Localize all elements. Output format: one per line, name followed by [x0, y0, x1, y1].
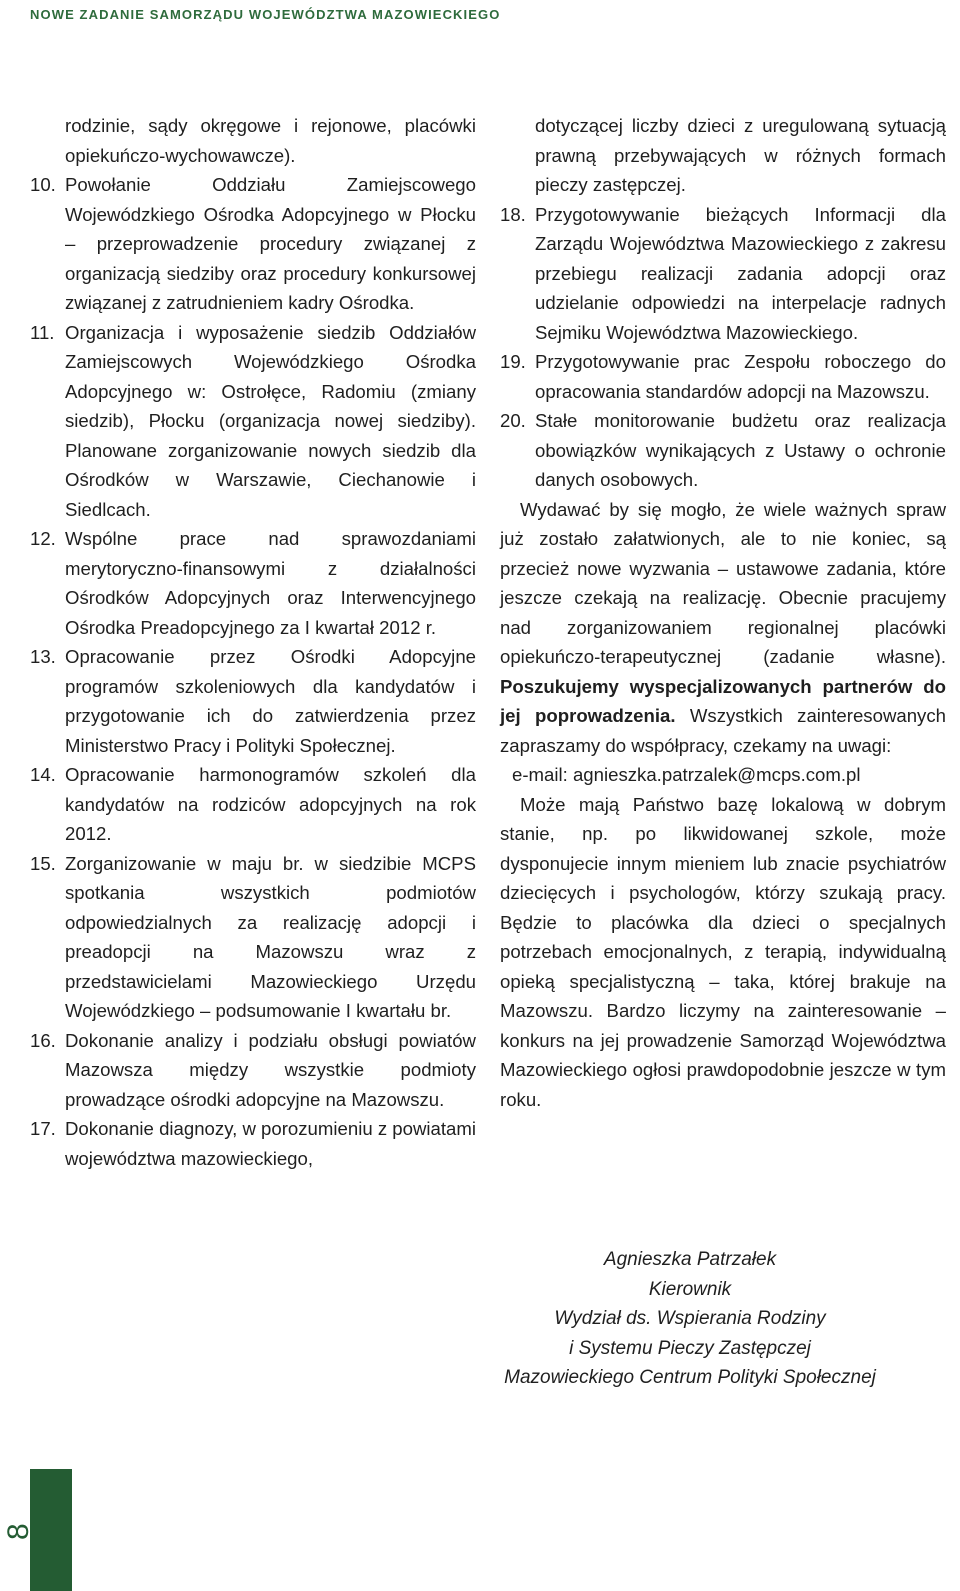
item-text: Dokonanie analizy i podziału obsługi powiatów Mazowsza między wszystkie podmioty prowadzące ośrodki adopcyjne na Mazowszu. [65, 1029, 476, 1110]
contact-email[interactable]: e-mail: agnieszka.patrzalek@mcps.com.pl [512, 764, 861, 785]
list-item [30, 1114, 476, 1173]
body-paragraph: Może mają Państwo bazę lokalową w dobrym stanie, np. po likwidowanej szkole, może dysponujecie innym mieniem lub znacie psychiatrów dziecięcych i psychologów, którzy szukają pracy. Będzie to placówka dla dzieci o specjalnych potrzebach emocjonalnych, z terapią, indywidualną opieką specjalistyczną – taka, której brakuje na Mazowszu. Bardzo liczymy na zainteresowanie – konkurs na jej prowadzenie Samorząd Województwa Mazowieckiego ogłosi prawdopodobnie jeszcze w tym roku. [500, 793, 946, 1110]
signature-name: Agnieszka Patrzałek [603, 1249, 777, 1270]
list-item [30, 1026, 476, 1115]
list-item [30, 524, 476, 642]
item-text: Dokonanie diagnozy, w porozumieniu z powiatami województwa mazowieckiego, [65, 1118, 477, 1169]
item-text: Wspólne prace nad sprawozdaniami merytoryczno-finansowymi z działalności Ośrodków Adopcyjnych oraz Interwencyjnego Ośrodka Preadopcyjnego za I kwartał 2012 r. [65, 528, 476, 638]
item-text: Przygotowywanie bieżących Informacji dla Zarządu Województwa Mazowieckiego z zakresu przebiegu realizacji zadania adopcji oraz udzielanie odpowiedzi na interpelacje radnych Sejmiku Województwa Mazowieckiego. [535, 203, 946, 343]
list-item [500, 200, 946, 348]
signature-department: i Systemu Pieczy Zastępczej [569, 1337, 811, 1359]
item-number: 12. [30, 528, 56, 549]
page-number-bar [30, 1469, 72, 1591]
item-text: Organizacja i wyposażenie siedzib Oddziałów Zamiejscowych Wojewódzkiego Ośrodka Adopcyjnego w: Ostrołęce, Radomiu (zmiany siedzib), Płocku (organizacja nowej siedziby). Planowane zorganizowanie nowych siedzib dla Ośrodków w Warszawie, Ciechanowie i Siedlcach. [65, 321, 476, 520]
signature-organization: Mazowieckiego Centrum Polityki Społecznej [504, 1367, 876, 1388]
running-header: NOWE ZADANIE SAMORZĄDU WOJEWÓDZTWA MAZOWIECKIEGO [30, 7, 501, 22]
list-item [500, 406, 946, 495]
left-list [30, 111, 476, 1173]
item-text: Zorganizowanie w maju br. w siedzibie MCPS spotkania wszystkich podmiotów odpowiedzialnych za realizację adopcji i preadopcji na Mazowszu wraz z przedstawicielami Mazowieckiego Urzędu Wojewódzkiego – podsumowanie I kwartału br. [65, 852, 476, 1021]
right-list [500, 111, 946, 495]
item-number: 17. [30, 1118, 56, 1139]
right-column [500, 111, 946, 1114]
body-paragraph [500, 495, 946, 761]
item-text: Przygotowywanie prac Zespołu roboczego do opracowania standardów adopcji na Mazowszu. [535, 351, 946, 402]
left-column [30, 111, 476, 1173]
item-number: 11. [30, 321, 55, 343]
item-text: Opracowanie przez Ośrodki Adopcyjne programów szkoleniowych dla kandydatów i przygotowanie ich do zatwierdzenia przez Ministerstwo Pracy i Polityki Społecznej. [65, 646, 476, 756]
list-continuation: dotyczącej liczby dzieci z uregulowaną sytuacją prawną przebywających w różnych formach pieczy zastępczej. [535, 115, 946, 195]
list-item [30, 318, 476, 525]
item-number: 14. [30, 764, 56, 785]
item-text: Powołanie Oddziału Zamiejscowego Wojewódzkiego Ośrodka Adopcyjnego w Płocku – przeprowadzenie procedury związanej z organizacją siedziby oraz procedury konkursowej związanej z zatrudnieniem kadry Ośrodka. [65, 174, 476, 313]
list-item [30, 170, 476, 318]
paragraph-text: Wydawać by się mogło, że wiele ważnych spraw już zostało załatwionych, ale to nie koniec, są przecież nowe wyzwania – ustawowe zadania, które jeszcze czekają na realizację. Obecnie pracujemy nad zorganizowaniem regionalnej placówki opiekuńczo-terapeutycznej (zadanie własne). [500, 498, 946, 667]
item-number: 13. [30, 646, 56, 667]
bold-highlight: Poszukujemy wyspecjalizowanych partnerów do jej poprowadzenia. [500, 675, 946, 726]
item-number: 10. [30, 174, 56, 195]
list-item [30, 760, 476, 849]
list-continuation: rodzinie, sądy okręgowe i rejonowe, placówki opiekuńczo-wychowawcze). [65, 115, 476, 166]
signature-department: Wydział ds. Wspierania Rodziny [554, 1308, 826, 1329]
item-text: Stałe monitorowanie budżetu oraz realizacja obowiązków wynikających z Ustawy o ochronie danych osobowych. [535, 410, 946, 490]
item-number: 18. [500, 203, 526, 225]
item-number: 16. [30, 1029, 56, 1051]
list-item [30, 849, 476, 1026]
item-number: 19. [500, 351, 526, 372]
list-item [500, 347, 946, 406]
list-item [30, 642, 476, 760]
item-number: 15. [30, 852, 56, 874]
item-text: Opracowanie harmonogramów szkoleń dla kandydatów na rodziców adopcyjnych na rok 2012. [65, 764, 476, 844]
item-number: 20. [500, 410, 526, 431]
paragraph-text: Wszystkich zainteresowanych zapraszamy do współpracy, czekamy na uwagi: [500, 705, 946, 756]
page-number: 8 [2, 1523, 35, 1540]
signature-role: Kierownik [648, 1278, 732, 1300]
signature-block [480, 1245, 900, 1393]
